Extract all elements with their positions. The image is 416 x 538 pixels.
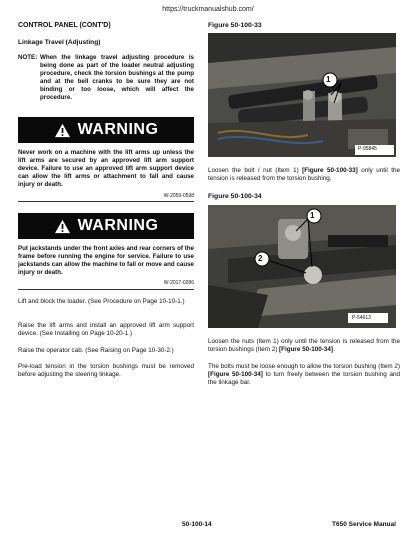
warning-code-1: W-2059-0598 [163,193,194,199]
page-title: CONTROL PANEL (CONT'D) [18,22,111,29]
figure-2-illustration [208,205,396,328]
caption-text: . [332,346,335,354]
figure-caption-2 [208,338,400,354]
page-number: 50-100-14 [182,521,212,528]
figure-ref: [Figure 50-100-33] [302,167,358,174]
warning-triangle-icon [54,123,71,138]
paragraph-text: to turn freely between the torsion bushing and the linkage bar. [208,371,400,387]
caption-text: Loosen the bolt / nut (Item 1) [208,167,303,174]
callout-1: 1 [326,75,331,84]
paragraph-text: The bolts must be loose enough to allow the torsion bushing (Item 2) [208,363,400,370]
warning-banner-1 [18,117,194,143]
figure-photo-2 [208,205,396,328]
warning-text-2: Put jackstands under the front axles and rear corners of the frame before running the engine for service. Failure to use jackstands can allow the machine to fall or move and cause injury or death. [18,245,194,277]
note-text: When the linkage travel adjusting procedure is being done as part of the loader neutral adjusting procedure, check the torsion bushings at the pump and at the bell cranks to be sure they are not binding or too loose, which will affect the procedure. [40,54,194,102]
figure-label-2: Figure 50-100-34 [208,193,262,200]
final-paragraph [208,363,400,388]
warning-heading-1: WARNING [77,121,159,138]
caption-text: Loosen the nuts (Item 1) only until the tension is released from the torsion bushings (Item 2) [208,338,400,354]
callout-1: 1 [310,211,315,220]
warning-heading-2: WARNING [77,217,159,234]
step-2: Raise the lift arms and install an approved lift arm support device. (See Installing on Page 10-20-1.) [18,322,194,338]
step-4: Pre-load tension in the torsion bushings must be removed before adjusting the steering linkage. [18,363,194,379]
warning-triangle-icon [54,219,71,234]
figure-caption-1 [208,167,400,183]
divider [18,289,194,290]
note-label: NOTE: [18,54,38,61]
warning-banner-2 [18,213,194,239]
figure-label-1: Figure 50-100-33 [208,22,262,29]
figure-ref: [Figure 50-100-34] [279,346,333,354]
caption-text: only until the tension is released from the torsion bushing. [208,167,400,183]
photo-code-1: P-95845 [358,146,377,152]
photo-code-2: P-54613 [352,315,371,321]
figure-photo-1 [208,33,396,157]
note-block [18,54,194,103]
section-subtitle: Linkage Travel (Adjusting) [18,39,101,46]
manual-title: T650 Service Manual [332,521,396,528]
figure-1-illustration [208,33,396,157]
warning-text-1: Never work on a machine with the lift arms up unless the lift arms are secured by an approved lift arm support device. Failure to use an approved lift arm support device can allow the lift arms or attachment to fall and cause injury or death. [18,149,194,189]
warning-code-2: W-2017-0286 [163,280,194,286]
step-3: Raise the operator cab. (See Raising on Page 10-30-2.) [18,347,174,354]
callout-2: 2 [258,254,263,263]
source-url: https://truckmanualshub.com/ [162,6,254,13]
divider [18,201,194,202]
step-1: Lift and block the loader. (See Procedure on Page 10-10-1.) [18,298,185,305]
figure-ref: [Figure 50-100-34] [208,371,263,379]
